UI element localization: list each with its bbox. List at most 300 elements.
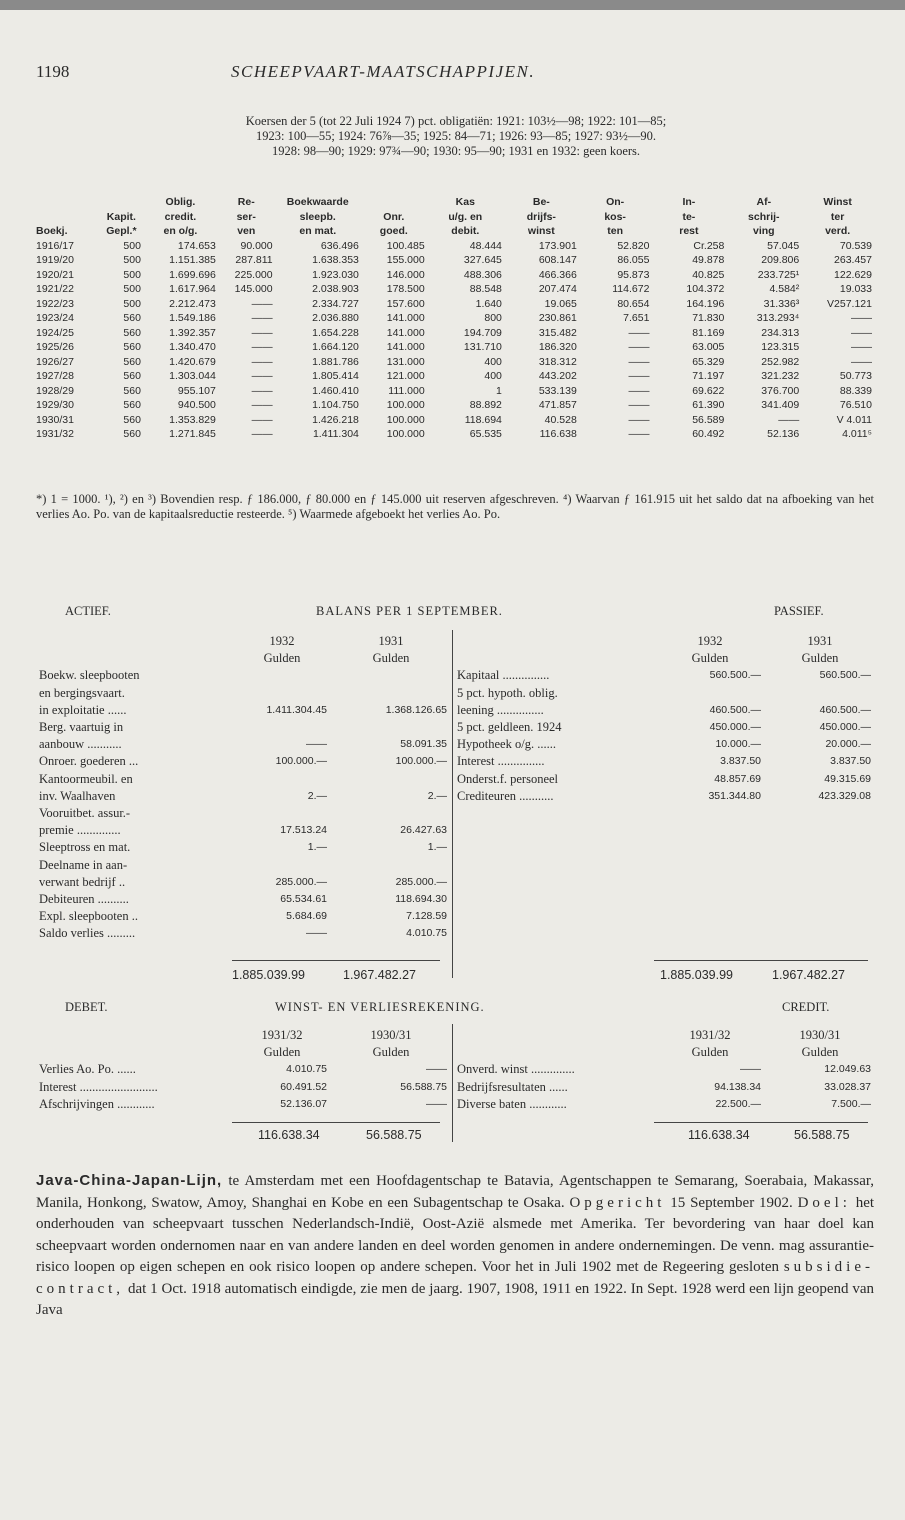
history-cell: 118.694 [464,413,502,426]
asset-row [36,840,450,855]
debit-unit-1: Gulden [263,1045,301,1060]
history-header-cell [34,210,100,225]
history-cell: 560 [123,355,141,368]
debit-total-rule [232,1122,440,1123]
history-header-cell: credit. [164,210,197,223]
history-header-cell: verd. [825,225,851,237]
running-title: SCHEEPVAART-MAATSCHAPPIJEN. [231,62,536,81]
history-cell: 88.548 [469,283,502,295]
founded-text: 15 September 1902. [670,1194,793,1211]
asset-cell [332,806,450,821]
history-cell: —— [251,341,273,353]
asset-cell: verwant bedrijf .. [39,874,126,889]
footnotes: *) 1 = 1000. ¹), ²) en ³) Bovendien resp. ƒ 186.000, ƒ 80.000 en ƒ 145.000 uit reserven afgeschreven. ⁴) Waarvan ƒ 161.915 uit het saldo dat na afboeking van het verlies Ao. Po. van de kapitaalsreductie resteerde. ⁵) Waarmede afgeboekt het verlies Ao. Po. [36,492,874,521]
history-cell: 1921/22 [36,283,74,295]
debit-year-1: 1931/32 [261,1028,303,1042]
history-row [34,384,874,399]
history-cell: 466.366 [538,268,577,281]
debit-total-1: 116.638.34 [258,1128,320,1142]
credit-year-1: 1931/32 [689,1028,731,1042]
history-cell: 49.878 [692,254,725,266]
history-cell: —— [251,413,273,426]
history-cell: 146.000 [386,268,425,281]
history-cell: 1.392.357 [169,326,216,339]
history-row [34,311,874,326]
history-cell: 40.528 [544,413,577,426]
history-cell: 131.000 [386,355,425,368]
asset-cell [332,858,450,873]
history-cell: 636.496 [320,239,359,252]
company-name: Java-China-Japan-Lijn, [36,1172,223,1189]
history-cell: 500 [123,283,141,295]
asset-row [36,686,450,701]
balance-title: BALANS PER 1 SEPTEMBER. [316,604,503,618]
history-header-cell: Boekwaarde [286,196,349,208]
history-cell: 4.011⁵ [842,428,872,440]
asset-cell: 1.— [307,841,327,854]
history-header-cell: Boekj. [36,225,68,237]
history-table-body [34,239,874,442]
liability-row [454,686,874,701]
balance-right-title: PASSIEF. [774,604,824,618]
history-cell: 2.036.880 [312,312,359,324]
history-cell: 341.409 [761,399,800,411]
history-cell: 65.329 [692,355,725,368]
history-cell: 88.892 [469,399,502,411]
history-cell: 88.339 [839,384,872,397]
debit-cell: —— [426,1063,447,1076]
history-cell: 70.539 [839,239,872,252]
asset-cell: aanbouw ........... [39,737,122,752]
history-table-header [34,195,874,239]
history-cell: —— [851,355,872,368]
history-cell: 1927/28 [36,370,74,382]
history-cell: 1924/25 [36,326,74,339]
credit-cell: Diverse baten ............ [457,1096,567,1111]
history-cell: 1.638.353 [312,254,359,266]
history-cell: 1.654.228 [312,326,359,339]
history-header-cell: Kapit. [106,210,136,223]
liability-cell: 48.857.69 [714,772,761,785]
asset-cell: 285.000.— [395,875,447,888]
history-cell: 1923/24 [36,312,74,324]
history-cell: 560 [123,384,141,397]
history-cell: 86.055 [617,254,650,266]
history-header-cell [361,195,427,210]
credit-total-2: 56.588.75 [794,1128,850,1142]
asset-cell [332,720,450,735]
asset-row [36,754,450,769]
history-cell: —— [628,413,650,426]
liability-cell: 3.837.50 [830,755,871,768]
history-cell: 315.482 [538,326,577,339]
scan-top-edge [0,0,905,10]
asset-cell: Kantoormeubil. en [39,771,133,786]
history-row [34,427,874,442]
history-cell: 100.000 [386,413,425,426]
history-cell: 230.861 [538,312,577,324]
credit-unit-2: Gulden [801,1045,839,1060]
history-row [34,282,874,297]
history-cell: —— [628,341,650,353]
asset-cell [234,686,330,701]
assets-unit-1: Gulden [263,651,301,666]
asset-cell: 1.— [427,841,447,854]
asset-cell [332,772,450,787]
history-header-cell: Winst [823,196,852,208]
history-cell: 50.773 [839,370,872,382]
asset-cell: —— [306,738,327,751]
asset-cell: Sleeptross en mat. [39,840,131,855]
asset-row [36,806,450,821]
asset-cell: 100.000.— [275,755,327,768]
history-cell: 1.460.410 [312,384,359,397]
history-cell: —— [851,312,872,324]
history-cell: 31.336³ [763,297,800,310]
history-cell: 186.320 [538,341,577,353]
history-header-cell: ven [237,225,256,237]
asset-cell: in exploitatie ...... [39,702,127,717]
credit-total-rule [654,1122,868,1123]
history-cell: 252.982 [761,355,800,368]
history-cell: 560 [123,326,141,339]
history-cell: 194.709 [463,326,502,339]
history-cell: 940.500 [177,399,216,411]
history-cell: 443.202 [538,370,577,382]
history-cell: 1925/26 [36,341,74,353]
history-header-cell: te- [682,210,696,223]
asset-row [36,720,450,735]
debit-unit-2: Gulden [372,1045,410,1060]
liability-row [454,737,874,752]
history-cell: 321.232 [761,370,800,382]
history-cell: 4.584² [769,283,800,295]
history-header-cell: Onr. [383,210,405,223]
history-cell: —— [251,355,273,368]
debit-cell: 4.010.75 [286,1063,327,1076]
liability-cell [766,686,874,701]
debit-table [34,1026,452,1114]
liability-cell: Crediteuren ........... [457,788,554,803]
history-cell: 60.492 [692,428,725,440]
history-cell: 1.104.750 [312,399,359,411]
history-cell: 56.589 [692,413,725,426]
history-cell: —— [251,312,273,324]
liability-cell: 423.329.08 [818,789,871,802]
credit-cell: 12.049.63 [824,1063,871,1076]
history-cell: 141.000 [386,341,425,353]
history-cell: 100.485 [386,239,425,252]
history-cell: —— [851,326,872,339]
history-row [34,253,874,268]
history-cell: 488.306 [463,268,502,281]
debit-row [36,1080,450,1095]
debit-total-2: 56.588.75 [366,1128,422,1142]
asset-cell [234,858,330,873]
history-cell: 111.000 [388,384,425,397]
assets-total-rule [232,960,440,961]
assets-table [34,632,452,944]
history-header-cell: On- [606,196,625,208]
history-cell: 560 [123,370,141,382]
credit-total-1: 116.638.34 [688,1128,750,1142]
history-cell: 1919/20 [36,254,74,266]
assets-year-2: 1931 [378,634,404,648]
intro-line-1: Koersen der 5 (tot 22 Juli 1924 7) pct. obligatiën: 1921: 103½—98; 1922: 101—85; [245,114,667,128]
history-cell: —— [628,384,650,397]
history-cell: 533.139 [538,384,577,397]
history-cell: 800 [484,312,502,324]
history-header-row [34,195,874,210]
history-header-cell: rest [679,225,699,237]
history-row [34,297,874,312]
asset-row [36,703,450,718]
liability-cell: 20.000.— [825,738,871,751]
history-cell: 608.147 [538,254,577,266]
history-cell: 52.136 [767,428,800,440]
history-cell: 65.535 [469,428,502,440]
history-cell: 1.699.696 [169,268,216,281]
history-cell: 1928/29 [36,384,74,397]
subsidie-contract: subsidie-contract, [36,1259,874,1297]
history-cell: 500 [123,297,141,310]
history-cell: 1916/17 [36,239,74,252]
debit-cell: 60.491.52 [280,1080,327,1093]
company-lead: te Amsterdam met een Hoofdagentschap te Batavia, Agentschappen te Semarang, Soerabaia, Makassar, Manila, Honkong, Swatow, Amoy, Shanghai en Kobe en een Subagentschap te Osaka. [36,1173,874,1211]
history-cell: 2.212.473 [169,297,216,310]
history-header-cell [34,195,100,210]
history-table [34,195,874,442]
history-cell: 2.334.727 [312,297,359,310]
history-cell: —— [778,413,800,426]
history-cell: 95.873 [617,268,650,281]
history-cell: 19.065 [544,297,577,310]
history-cell: 100.000 [386,399,425,411]
asset-cell: —— [306,927,327,940]
history-header-cell: u/g. en [448,210,483,223]
asset-row [36,772,450,787]
debit-cell: Interest ......................... [39,1079,158,1094]
asset-cell: 7.128.59 [406,910,447,923]
asset-cell: 1.368.126.65 [385,703,447,716]
history-cell: V257.121 [827,297,872,310]
liability-row [454,668,874,683]
history-cell: 174.653 [177,239,216,252]
debit-cell: 56.588.75 [400,1080,447,1093]
asset-cell: Berg. vaartuig in [39,720,124,735]
history-cell: 1.340.470 [169,341,216,353]
liability-cell: 5 pct. geldleen. 1924 [457,720,562,735]
history-cell: 1.151.385 [169,254,216,266]
history-cell: —— [628,428,650,440]
asset-cell: 1.411.304.45 [266,703,327,716]
history-cell: 1926/27 [36,355,74,368]
liability-cell: Kapitaal ............... [457,668,550,683]
history-cell: 76.510 [839,399,872,411]
history-cell: —— [628,326,650,339]
asset-cell: 17.513.24 [280,824,327,837]
history-cell: 63.005 [692,341,725,353]
asset-cell: 2.— [307,789,327,802]
history-cell: V 4.011 [836,413,872,426]
history-cell: 157.600 [386,297,425,310]
liability-cell: 3.837.50 [720,755,761,768]
history-row [34,239,874,254]
history-cell: 207.474 [538,283,577,295]
history-cell: 173.901 [538,239,577,252]
history-cell: 48.444 [469,239,502,252]
pl-right-title: CREDIT. [782,1000,830,1014]
history-header-cell: goed. [379,225,408,237]
history-header-cell [100,195,143,210]
liability-row [454,789,874,804]
history-header-cell: sleepb. [299,210,336,223]
history-cell: 141.000 [386,312,425,324]
history-cell: —— [628,370,650,382]
history-cell: 7.651 [623,312,650,324]
credit-unit-1: Gulden [691,1045,729,1060]
history-cell: 1 [496,384,502,397]
history-cell: 164.196 [686,297,725,310]
liab-total-rule [654,960,868,961]
history-cell: 376.700 [761,384,800,397]
history-cell: 318.312 [538,355,577,368]
asset-cell [234,720,330,735]
history-cell: 209.806 [761,254,800,266]
liability-cell: 560.500.— [819,669,871,682]
history-cell: 1920/21 [36,268,74,281]
asset-row [36,823,450,838]
asset-cell: 26.427.63 [400,824,447,837]
history-cell: 2.038.903 [312,283,359,295]
liability-cell: 5 pct. hypoth. oblig. [457,685,558,700]
asset-cell: 2.— [427,789,447,802]
asset-cell: inv. Waalhaven [39,788,116,803]
history-cell: 560 [123,312,141,324]
balance-left-title: ACTIEF. [65,604,111,618]
history-cell: 560 [123,428,141,440]
history-cell: 178.500 [386,283,425,295]
liab-total-1931: 1.967.482.27 [772,968,845,982]
asset-cell: en bergingsvaart. [39,685,125,700]
history-cell: —— [851,341,872,353]
history-header-cell: ten [607,225,623,237]
history-cell: 400 [484,355,502,368]
liab-unit-2: Gulden [801,651,839,666]
history-cell: 1930/31 [36,413,74,426]
history-header-cell: Be- [532,196,550,208]
asset-row [36,909,450,924]
history-header-cell: en mat. [299,225,337,237]
liability-row [454,703,874,718]
history-cell: 233.725¹ [757,268,800,281]
history-cell: 19.033 [839,283,872,295]
history-row [34,398,874,413]
history-cell: 500 [123,239,141,252]
liability-cell: 460.500.— [819,703,871,716]
history-cell: 69.622 [692,384,725,397]
history-cell: 123.315 [761,341,800,353]
liability-row [454,754,874,769]
history-cell: 155.000 [386,254,425,266]
history-cell: 80.654 [617,297,650,310]
history-cell: 131.710 [463,341,502,353]
credit-row [454,1080,874,1095]
document-page [0,10,905,1520]
pl-title: WINST- EN VERLIESREKENING. [275,1000,485,1014]
goal-label: Doel: [797,1194,851,1211]
history-cell: 1.411.304 [312,428,359,440]
history-cell: —— [251,326,273,339]
history-cell: 287.811 [235,254,273,266]
asset-cell: 5.684.69 [286,910,327,923]
assets-total-1931: 1.967.482.27 [343,968,416,982]
page-number: 1198 [36,62,70,81]
history-header-cell: drijfs- [526,210,556,223]
history-row [34,369,874,384]
history-cell: —— [251,384,273,397]
liability-cell: Interest ............... [457,754,545,769]
history-cell: 1.420.679 [169,355,216,368]
asset-row [36,668,450,683]
asset-cell: Debiteuren .......... [39,892,129,907]
history-cell: 313.293⁴ [756,312,800,324]
liability-cell [656,686,764,701]
history-cell: 40.825 [692,268,725,281]
credit-cell: Bedrijfsresultaten ...... [457,1079,568,1094]
history-row [34,340,874,355]
liab-year-1: 1932 [697,634,723,648]
history-cell: 116.638 [539,428,577,440]
asset-cell: 118.694.30 [395,893,447,906]
asset-cell: 4.010.75 [406,927,447,940]
asset-cell: Expl. sleepbooten .. [39,909,138,924]
history-header-cell: Re- [237,196,255,208]
assets-year-1: 1932 [269,634,295,648]
debit-cell: Afschrijvingen ............ [39,1096,155,1111]
history-cell: —— [251,428,273,440]
asset-cell [234,806,330,821]
history-cell: 1.923.030 [312,268,359,281]
intro-line-3: 1928: 98—90; 1929: 97¾—90; 1930: 95—90; 1931 en 1932: geen koers. [271,144,641,158]
asset-cell [234,668,330,683]
liability-row [454,772,874,787]
history-cell: 141.000 [386,326,425,339]
asset-row [36,789,450,804]
credit-cell: —— [740,1063,761,1076]
asset-cell [332,668,450,683]
history-row [34,355,874,370]
asset-row [36,892,450,907]
history-cell: 560 [123,413,141,426]
asset-cell: Onroer. goederen ... [39,754,139,769]
history-header-cell: schrij- [748,210,780,223]
credit-cell: Onverd. winst .............. [457,1062,575,1077]
debit-cell: —— [426,1097,447,1110]
asset-row [36,926,450,941]
asset-cell: Saldo verlies ......... [39,926,136,941]
history-header-cell: In- [682,196,696,208]
liabilities-table [452,632,876,806]
history-cell: 71.830 [692,312,725,324]
liability-cell: 10.000.— [715,738,761,751]
asset-cell: Deelname in aan- [39,857,128,872]
history-header-cell: Gepl.* [106,225,137,237]
history-cell: —— [628,399,650,411]
history-cell: —— [251,297,273,310]
history-cell: 500 [123,268,141,281]
article-tail: dat 1 Oct. 1918 automatisch eindigde, zie men de jaarg. 1907, 1908, 1911 en 1922. In Sept. 1928 werd een lijn geopend van Java [36,1280,875,1318]
